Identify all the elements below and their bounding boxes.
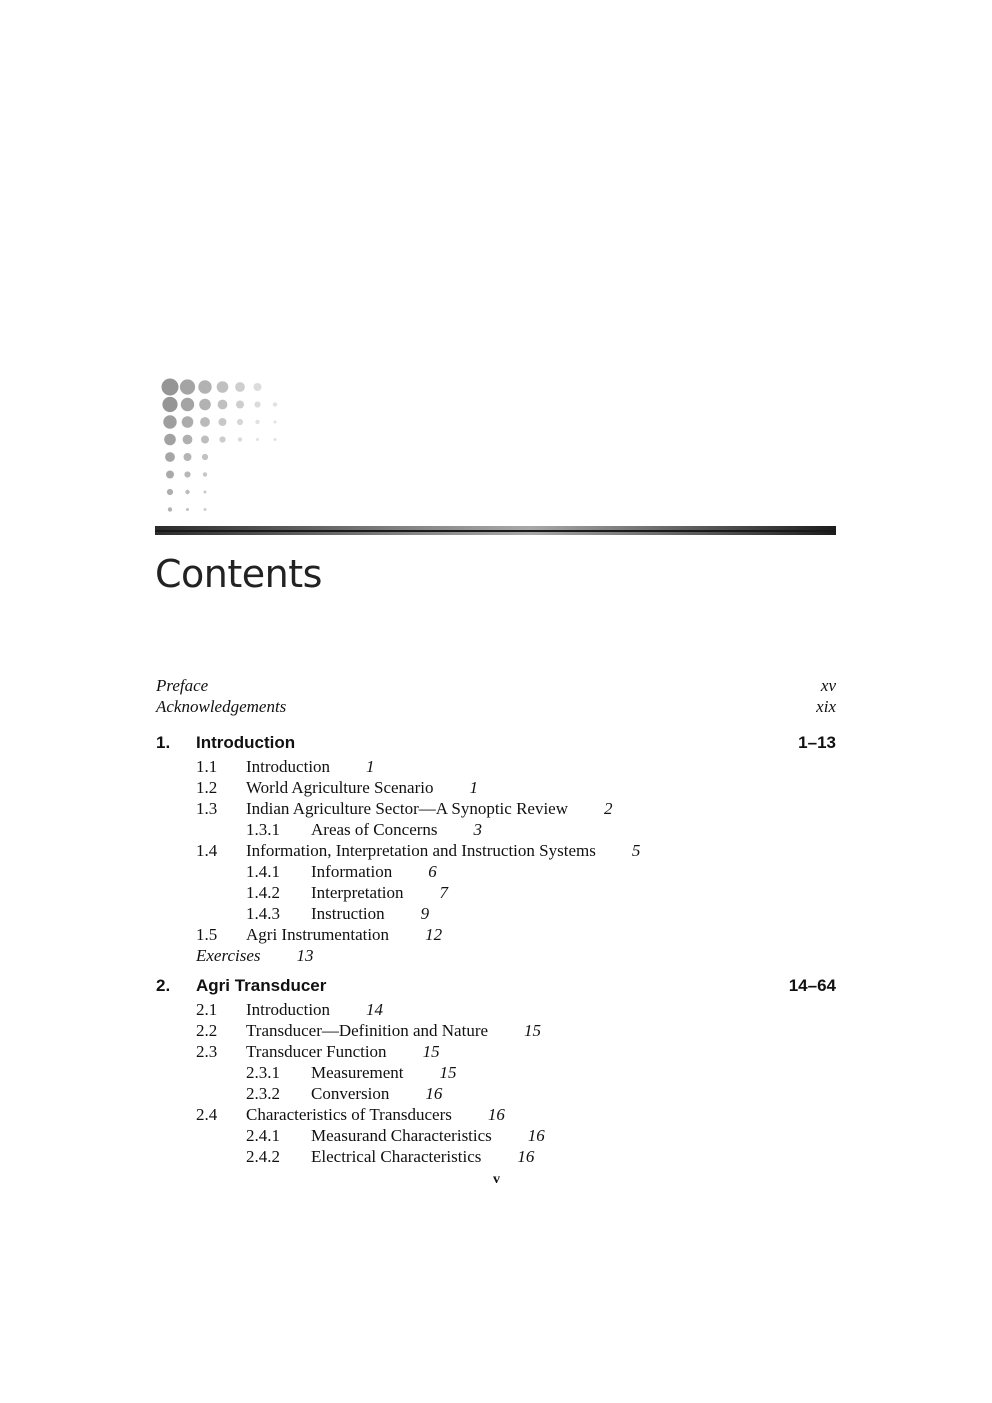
- chapter-title: Introduction: [196, 733, 296, 752]
- decorative-dot: [182, 416, 194, 428]
- decorative-dot: [168, 507, 172, 511]
- section-number: 1.3: [196, 799, 218, 818]
- decorative-dot: [198, 380, 211, 393]
- section-number: 2.1: [196, 1000, 218, 1019]
- subsection-title: Areas of Concerns: [311, 820, 438, 839]
- decorative-dot: [236, 401, 244, 409]
- decorative-dot: [180, 379, 195, 394]
- toc-preface-label: Preface: [156, 676, 209, 695]
- decorative-dot: [217, 381, 229, 393]
- chapter-title: Agri Transducer: [196, 976, 327, 995]
- decorative-dot-grid-icon: [156, 378, 286, 523]
- section-title: Introduction: [246, 1000, 331, 1019]
- toc-subentry: [246, 1126, 545, 1146]
- decorative-dot: [184, 471, 190, 477]
- decorative-dot: [273, 402, 277, 406]
- decorative-dot: [199, 399, 211, 411]
- subsection-number: 2.3.1: [246, 1063, 280, 1082]
- toc-entry: [196, 778, 478, 798]
- decorative-dot: [219, 436, 225, 442]
- subsection-title: Electrical Characteristics: [311, 1147, 482, 1166]
- decorative-dot: [185, 490, 189, 494]
- chapter-page-range: 14–64: [788, 976, 836, 995]
- decorative-dot: [274, 421, 277, 424]
- chapter-page-range: 1–13: [798, 733, 836, 752]
- section-page: 14: [366, 1000, 384, 1019]
- toc-entry: [196, 757, 375, 777]
- toc-entry: [196, 841, 640, 861]
- section-title: Information, Interpretation and Instruction Systems: [246, 841, 596, 860]
- subsection-page: 15: [439, 1063, 457, 1082]
- section-page: 2: [604, 799, 613, 818]
- subsection-number: 1.4.2: [246, 883, 280, 902]
- chapter-number: 1.: [156, 733, 171, 752]
- section-number: 2.3: [196, 1042, 218, 1061]
- decorative-dot: [204, 491, 207, 494]
- section-title: Transducer Function: [246, 1042, 387, 1061]
- subsection-number: 1.3.1: [246, 820, 280, 839]
- subsection-title: Measurement: [311, 1063, 404, 1082]
- subsection-title: Conversion: [311, 1084, 390, 1103]
- subsection-number: 2.4.1: [246, 1126, 280, 1145]
- toc-entry: [196, 1021, 541, 1041]
- section-page: 15: [524, 1021, 542, 1040]
- decorative-dot: [274, 438, 277, 441]
- decorative-dot: [162, 379, 179, 396]
- decorative-dot: [162, 397, 177, 412]
- section-title: Agri Instrumentation: [246, 925, 390, 944]
- section-number: 1.2: [196, 778, 218, 797]
- toc-subentry: [246, 1147, 534, 1167]
- subsection-title: Interpretation: [311, 883, 404, 902]
- subsection-number: 2.3.2: [246, 1084, 280, 1103]
- toc-subentry: [246, 904, 429, 924]
- decorative-dot: [235, 382, 245, 392]
- decorative-dot: [219, 418, 227, 426]
- toc-acknowledgements-label: Acknowledgements: [156, 697, 287, 716]
- subsection-title: Measurand Characteristics: [311, 1126, 492, 1145]
- decorative-dot: [163, 415, 176, 428]
- header-rule: [155, 526, 836, 535]
- decorative-dot: [237, 419, 243, 425]
- section-number: 1.5: [196, 925, 218, 944]
- toc-acknowledgements-page: xix: [816, 697, 836, 716]
- subsection-page: 16: [517, 1147, 535, 1166]
- page-title: Contents: [155, 552, 322, 596]
- decorative-dot: [201, 436, 209, 444]
- toc-subentry: [246, 820, 482, 840]
- subsection-page: 16: [425, 1084, 443, 1103]
- subsection-page: 16: [527, 1126, 545, 1145]
- section-title: Transducer—Definition and Nature: [246, 1021, 489, 1040]
- decorative-dot: [165, 452, 175, 462]
- section-title: Characteristics of Transducers: [246, 1105, 452, 1124]
- toc-entry: [196, 799, 613, 819]
- decorative-dot: [181, 398, 194, 411]
- decorative-dot: [183, 435, 193, 445]
- decorative-dot: [202, 454, 208, 460]
- section-number: 2.4: [196, 1105, 218, 1124]
- section-number: 1.1: [196, 757, 218, 776]
- toc-entry: [196, 1042, 440, 1062]
- subsection-page: 3: [473, 820, 483, 839]
- section-title: Indian Agriculture Sector—A Synoptic Review: [246, 799, 568, 818]
- subsection-page: 6: [428, 862, 437, 881]
- section-title: Introduction: [246, 757, 331, 776]
- subsection-title: Instruction: [311, 904, 385, 923]
- decorative-dot: [254, 383, 262, 391]
- toc-entry: [196, 925, 442, 945]
- decorative-dot: [203, 472, 207, 476]
- toc-subentry: [246, 862, 437, 882]
- decorative-dot: [164, 434, 176, 446]
- decorative-dot: [204, 508, 207, 511]
- chapter-number: 2.: [156, 976, 171, 995]
- decorative-dot: [238, 437, 242, 441]
- subsection-page: 7: [439, 883, 449, 902]
- decorative-dot: [166, 471, 174, 479]
- exercises-label: Exercises: [196, 946, 261, 965]
- decorative-dot: [184, 453, 192, 461]
- section-page: 1: [366, 757, 375, 776]
- section-page: 16: [487, 1105, 505, 1124]
- toc-subentry: [246, 1084, 442, 1104]
- decorative-dot: [167, 489, 173, 495]
- toc-subentry: [246, 1063, 457, 1083]
- decorative-dot: [254, 401, 260, 407]
- page-folio: v: [493, 1172, 500, 1187]
- section-title: World Agriculture Scenario: [246, 778, 434, 797]
- decorative-dot: [255, 420, 259, 424]
- section-number: 2.2: [196, 1021, 218, 1040]
- decorative-dot: [256, 438, 259, 441]
- section-page: 1: [469, 778, 478, 797]
- subsection-number: 1.4.1: [246, 862, 280, 881]
- subsection-number: 1.4.3: [246, 904, 280, 923]
- exercises-page: 13: [296, 946, 314, 965]
- section-page: 5: [631, 841, 641, 860]
- decorative-dot: [218, 400, 228, 410]
- section-number: 1.4: [196, 841, 218, 860]
- decorative-dot: [186, 508, 189, 511]
- toc-exercises: [196, 946, 314, 966]
- toc-entry: [196, 1105, 505, 1125]
- section-page: 12: [425, 925, 443, 944]
- section-page: 15: [422, 1042, 440, 1061]
- decorative-dot: [200, 417, 210, 427]
- toc-preface-page: xv: [820, 676, 836, 695]
- subsection-number: 2.4.2: [246, 1147, 280, 1166]
- toc-entry: [196, 1000, 383, 1020]
- toc-subentry: [246, 883, 448, 903]
- subsection-title: Information: [311, 862, 393, 881]
- subsection-page: 9: [420, 904, 430, 923]
